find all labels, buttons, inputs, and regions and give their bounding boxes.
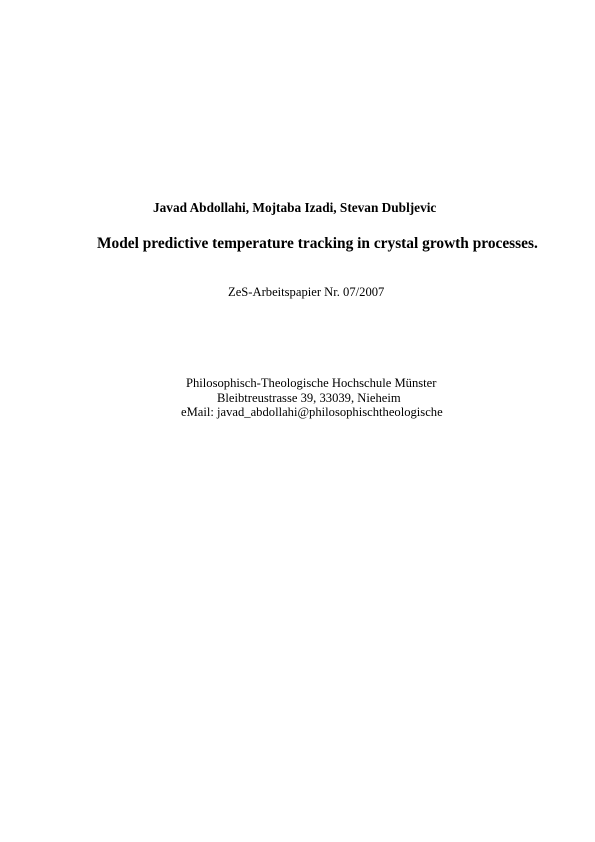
institution: Philosophisch-Theologische Hochschule Münster [186,376,437,390]
street-address: Bleibtreustrasse 39, 33039, Nieheim [217,391,401,405]
paper-title: Model predictive temperature tracking in crystal growth processes. [97,235,538,252]
authors: Javad Abdollahi, Mojtaba Izadi, Stevan Dubljevic [153,200,437,215]
email-line: eMail: javad_abdollahi@philosophischtheologische [181,405,443,419]
series-number: ZeS-Arbeitspapier Nr. 07/2007 [228,285,385,299]
